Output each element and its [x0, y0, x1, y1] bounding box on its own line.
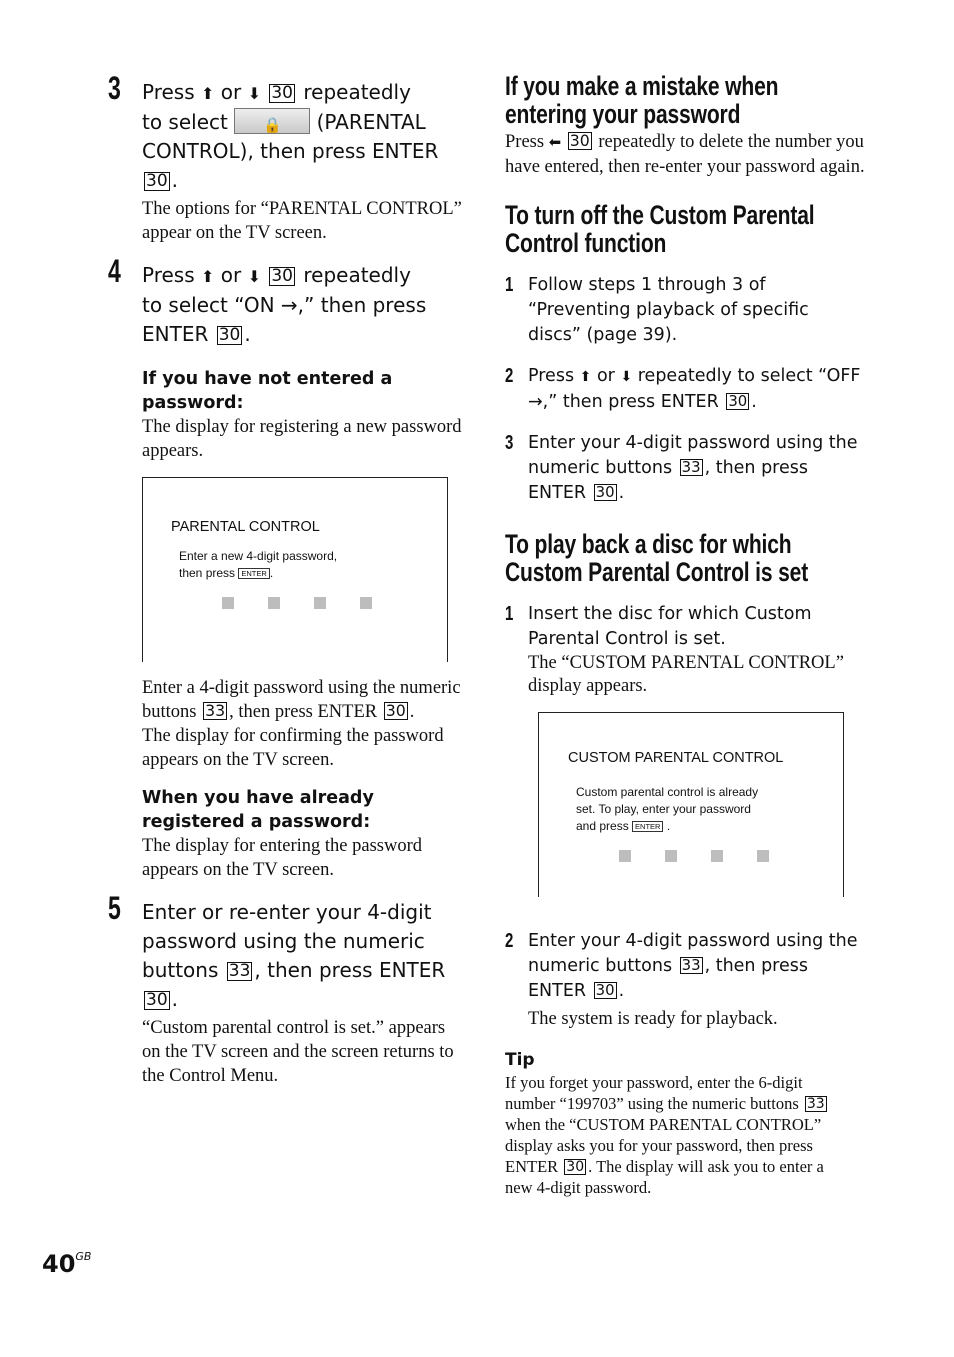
- tip-body: If you forget your password, enter the 6-digit number “199703” using the numeric buttons 33 when the “CUSTOM PARENTAL CONTROL” display asks you for your password, then press ENTER 30 . The display will ask you to enter a new 4-digit password.: [505, 1073, 825, 1197]
- subheading: If you have not entered a password:: [142, 369, 393, 413]
- tv-screen-new-password: [142, 477, 448, 662]
- step-3: 3 Press ⬆ or ⬇ 30 repeatedly to select 🔒 (PARENTAL CONTROL), then press ENTER 30 . The options for “PARENTAL CONTROL” appear on the TV screen.: [108, 78, 468, 245]
- password-slots: [222, 597, 372, 609]
- password-slot: [619, 850, 631, 862]
- down-arrow-icon: ⬇: [620, 369, 633, 385]
- button-ref: 33: [681, 956, 701, 974]
- enter-key-icon: ENTER: [238, 568, 269, 579]
- password-slot: [711, 850, 723, 862]
- right-column: [505, 72, 865, 1198]
- step-note: The “CUSTOM PARENTAL CONTROL” display appears.: [528, 653, 844, 696]
- screen-message: Enter a new 4-digit password, then press ENTER .: [179, 549, 338, 580]
- up-arrow-icon: ⬆: [201, 84, 215, 103]
- parental-control-lock-icon: 🔒: [234, 108, 310, 134]
- step-number: 4: [108, 253, 121, 289]
- button-ref: 30: [218, 325, 241, 345]
- step-note: Enter a 4-digit password using the numeric buttons 33 , then press ENTER 30 . The display for confirming the password appears on the TV screen.: [142, 678, 461, 770]
- left-column: [108, 70, 468, 1088]
- password-slot: [222, 597, 234, 609]
- subheading: When you have already registered a password:: [142, 788, 374, 832]
- turnoff-step-1: 1 Follow steps 1 through 3 of “Preventing playback of specific discs” (page 39).: [505, 274, 809, 345]
- password-slot: [268, 597, 280, 609]
- sub-body: The display for entering the password appears on the TV screen.: [142, 836, 422, 880]
- button-ref: 30: [146, 171, 168, 191]
- password-slot: [314, 597, 326, 609]
- section-heading: To turn off the Custom Parental Control function: [505, 200, 815, 258]
- page-number: $40^{GB}$: [42, 1250, 92, 1278]
- down-arrow-icon: ⬇: [247, 84, 261, 103]
- button-ref: 33: [228, 961, 251, 981]
- sub-body: The display for registering a new password appears.: [142, 417, 462, 461]
- up-arrow-icon: ⬆: [579, 369, 592, 385]
- turnoff-step-2: 2 Press ⬆ or ⬇ repeatedly to select “OFF →,” then press ENTER 30 .: [505, 365, 861, 412]
- button-ref: 30: [271, 266, 293, 286]
- down-arrow-icon: ⬇: [247, 267, 261, 286]
- step-note: The options for “PARENTAL CONTROL” appear on the TV screen.: [142, 199, 462, 243]
- button-ref: 33: [205, 701, 226, 720]
- step-5: 5 Enter or re-enter your 4-digit password using the numeric buttons 33 , then press ENTER 30 . “Custom parental control is set.” appears on the TV screen and the screen returns to the Control Menu.: [108, 898, 468, 1088]
- playback-step-2: 2 Enter your 4-digit password using the numeric buttons 33 , then press ENTER 30 . The system is ready for playback.: [505, 929, 865, 1032]
- password-slot: [665, 850, 677, 862]
- button-ref: 30: [595, 483, 615, 501]
- button-ref: 30: [569, 131, 590, 150]
- button-ref: 30: [385, 701, 406, 720]
- left-arrow-icon: ⬅: [548, 134, 562, 151]
- button-ref: 30: [595, 981, 615, 999]
- section-heading: If you make a mistake when entering your password: [505, 71, 779, 129]
- section-heading: To play back a disc for which Custom Parental Control is set: [505, 529, 809, 587]
- step-number: 5: [108, 890, 121, 926]
- button-ref: 30: [728, 392, 748, 410]
- enter-key-icon: ENTER: [632, 821, 663, 832]
- button-ref: 30: [146, 990, 168, 1010]
- button-ref: 33: [806, 1096, 825, 1112]
- step-note: “Custom parental control is set.” appears on the TV screen and the screen returns to the Control Menu.: [142, 1018, 454, 1086]
- playback-step-1: 1 Insert the disc for which Custom Parental Control is set. The “CUSTOM PARENTAL CONTROL” display appears.: [505, 602, 865, 698]
- screen-title: PARENTAL CONTROL: [171, 519, 320, 535]
- tv-screen-custom-parental: [538, 712, 844, 897]
- step-note: The system is ready for playback.: [528, 1009, 778, 1029]
- turnoff-step-3: 3 Enter your 4-digit password using the numeric buttons 33 , then press ENTER 30 .: [505, 432, 858, 503]
- password-slot: [360, 597, 372, 609]
- tip-heading: Tip: [505, 1050, 535, 1070]
- up-arrow-icon: ⬆: [201, 267, 215, 286]
- section-body: Press ⬅ 30 repeatedly to delete the number you have entered, then re-enter your password again.: [505, 131, 865, 177]
- screen-message: Custom parental control is already set. To play, enter your password and press ENTER .: [576, 785, 759, 833]
- button-ref: 30: [271, 83, 293, 103]
- screen-title: CUSTOM PARENTAL CONTROL: [568, 750, 784, 766]
- step-number: 3: [108, 70, 121, 106]
- step-4: 4 Press ⬆ or ⬇ 30 repeatedly to select “ON →,” then press ENTER 30 . If you have not entered a password: The display for registering a new password appears. PARENTAL CONTROL Enter a new 4-digit password, then press ENTER . Enter a 4-digit password using the numeric buttons 33 , then press ENTER 30 . The display for confirming the password appears on the TV screen. When you have already registered a password: The display for entering the password appears on the TV screen.: [108, 261, 468, 882]
- password-slots: [619, 850, 769, 862]
- button-ref: 33: [681, 458, 701, 476]
- password-slot: [757, 850, 769, 862]
- button-ref: 30: [566, 1159, 585, 1175]
